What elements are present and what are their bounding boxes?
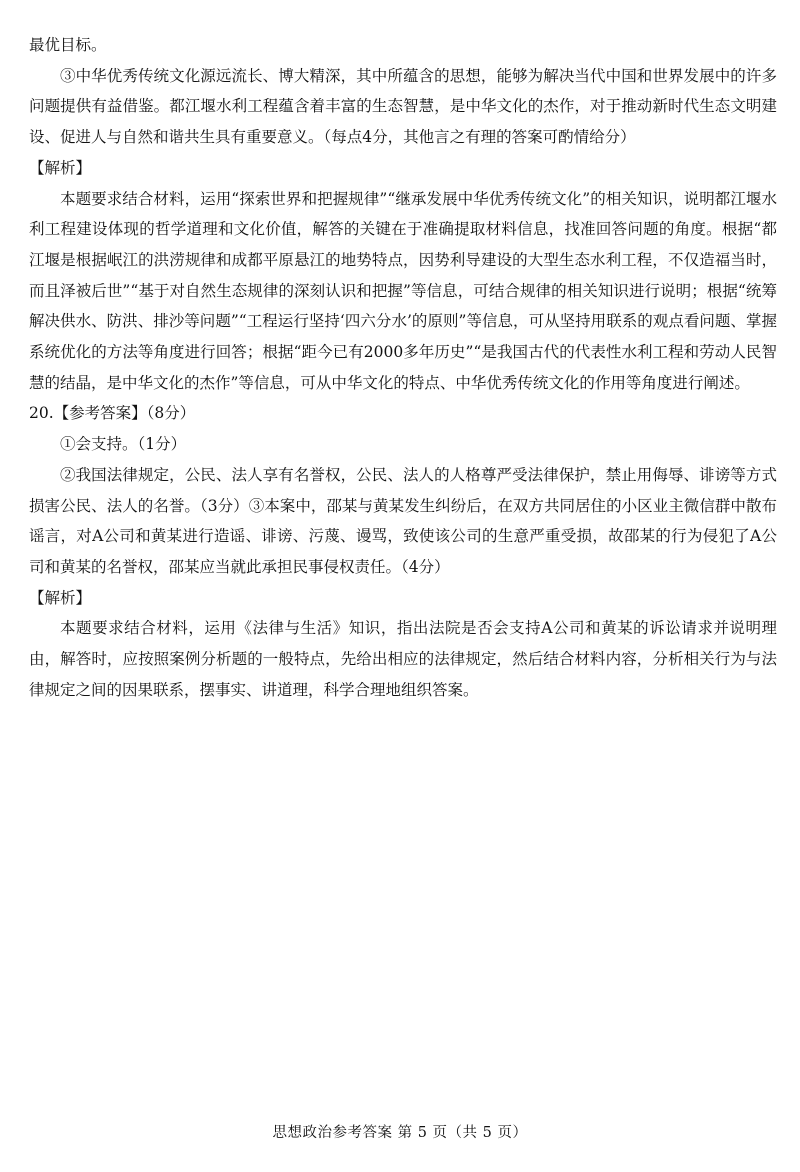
answer-20-point-1: ①会支持。（1分） — [60, 435, 187, 454]
page-footer: 思想政治参考答案 第 5 页（共 5 页） — [272, 1125, 528, 1141]
answer-19-point-3: ③中华优秀传统文化源远流长、博大精深，其中所蕴含的思想，能够为解决当代中国和世界发展中的许多问题提供有益借鉴。都江堰水利工程蕴含着丰富的生态智慧，是中华文化的杰作，对于推动新时代生态文明建设、促进人与自然和谐共生具有重要意义。（每点4分，其他言之有理的答案可酌情给分） — [29, 66, 777, 147]
analysis-19-label: 【解析】 — [29, 158, 92, 177]
answer-20-points-2-3: ②我国法律规定，公民、法人享有名誉权，公民、法人的人格尊严受法律保护，禁止用侮辱、诽谤等方式损害公民、法人的名誉。（3分）③本案中，邵某与黄某发生纠纷后，在双方共同居住的小区业主微信群中散布谣言，对A公司和黄某进行造谣、诽谤、污蔑、谩骂，致使该公司的生意严重受损，故邵某的行为侵犯了A公司和黄某的名誉权，邵某应当就此承担民事侵权责任。（4分） — [29, 465, 777, 576]
answer-page — [29, 30, 777, 705]
analysis-19-text: 本题要求结合材料，运用“探索世界和把握规律”“继承发展中华优秀传统文化”的相关知识，说明都江堰水利工程建设体现的哲学道理和文化价值，解答的关键在于准确提取材料信息，找准回答问题的角度。根据“都江堰是根据岷江的洪涝规律和成都平原悬江的地势特点，因势利导建设的大型生态水利工程，不仅造福当时，而且泽被后世”“基于对自然生态规律的深刻认识和把握”等信息，可结合规律的相关知识进行说明；根据“统筹解决供水、防洪、排沙等问题”“工程运行坚持‘四六分水’的原则”等信息，可从坚持用联系的观点看问题、掌握系统优化的方法等角度进行回答；根据“距今已有2000多年历史”“是我国古代的代表性水利工程和劳动人民智慧的结晶，是中华文化的杰作”等信息，可从中华文化的特点、中华优秀传统文化的作用等角度进行阐述。 — [29, 189, 777, 392]
answer-19-tail-line: 最优目标。 — [29, 36, 107, 54]
answer-20-heading: 20.【参考答案】（8分） — [29, 404, 196, 423]
analysis-20-label: 【解析】 — [29, 588, 92, 607]
analysis-20-text: 本题要求结合材料，运用《法律与生活》知识，指出法院是否会支持A公司和黄某的诉讼请求并说明理由，解答时，应按照案例分析题的一般特点，先给出相应的法律规定，然后结合材料内容，分析相关行为与法律规定之间的因果联系，摆事实、讲道理，科学合理地组织答案。 — [29, 619, 777, 699]
